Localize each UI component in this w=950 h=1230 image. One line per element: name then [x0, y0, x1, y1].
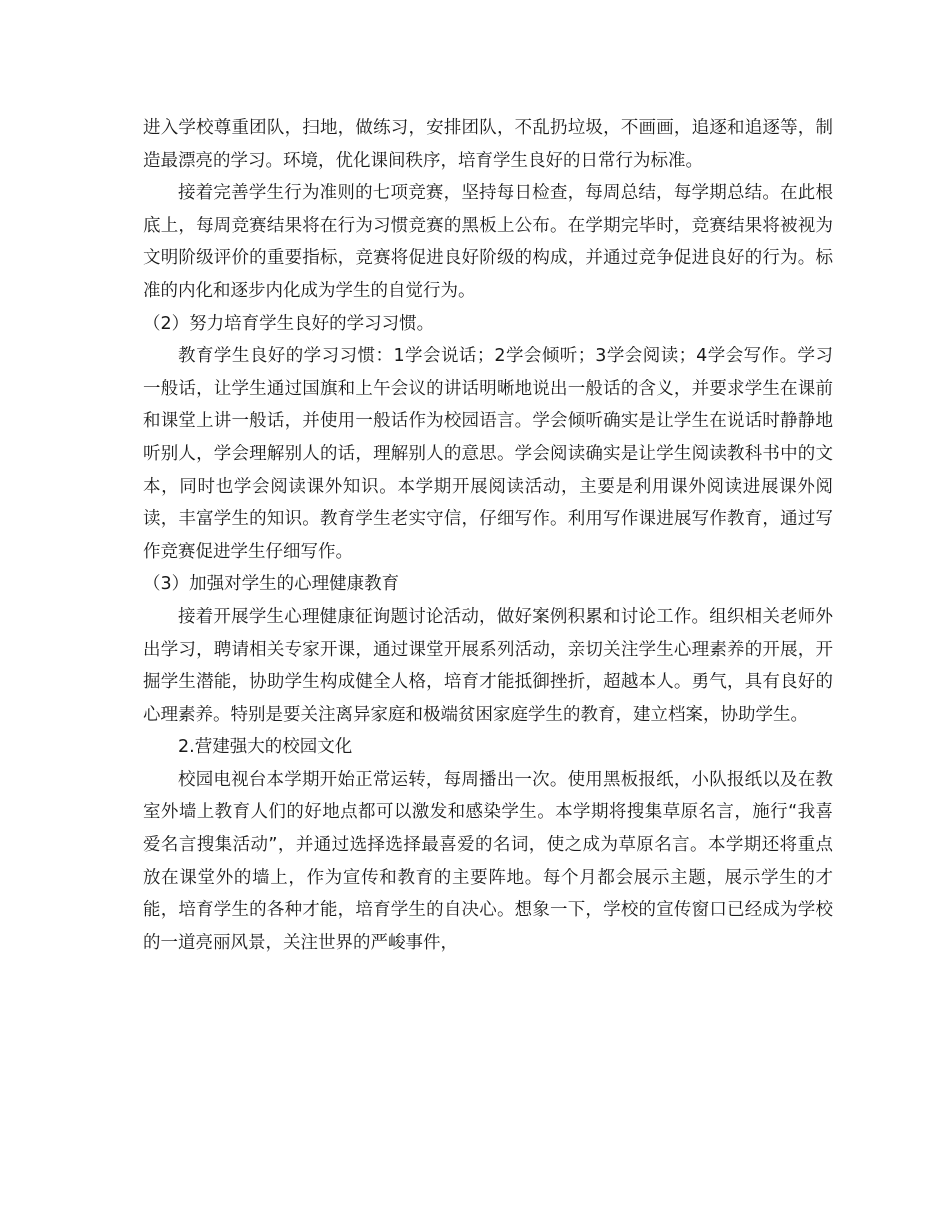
section-heading-study-habits: （2）努力培育学生良好的学习习惯。 — [143, 313, 435, 334]
paragraph-campus-culture: 校园电视台本学期开始正常运转，每周播出一次。使用黑板报纸，小队报纸以及在教室外墙上教育人们的好地点都可以激发和感染学生。本学期将搜集草原名言，施行“我喜爱名言搜集活动”，并通过选择选择最喜爱的名词，使之成为草原名言。本学期还将重点放在课堂外的墙上，作为宣传和教育的主要阵地。每个月都会展示主题，展示学生的才能，培育学生的各种才能，培育学生的自决心。想象一下，学校的宣传窗口已经成为学校的一道亮丽风景，关注世界的严峻事件， — [143, 769, 833, 953]
paragraph-mental-health: 接着开展学生心理健康征询题讨论活动，做好案例积累和讨论工作。组织相关老师外出学习，聘请相关专家开课，通过课堂开展系列活动，亲切关注学生心理素养的开展，开掘学生潜能，协助学生构成健全人格，培育才能抵御挫折，超越本人。勇气，具有良好的心理素养。特别是要关注离异家庭和极端贫困家庭学生的教育，建立档案，协助学生。 — [143, 606, 833, 725]
section-heading-campus-culture: 2.营建强大的校园文化 — [178, 737, 353, 758]
section-heading-mental-health: （3）加强对学生的心理健康教育 — [143, 574, 400, 595]
paragraph-behavior-competition: 接着完善学生行为准则的七项竞赛，坚持每日检查，每周总结，每学期总结。在此根底上，每周竞赛结果将在行为习惯竞赛的黑板上公布。在学期完毕时，竞赛结果将被视为文明阶级评价的重要指标，竞赛将促进良好阶级的构成，并通过竞争促进良好的行为。标准的内化和逐步内化成为学生的自觉行为。 — [143, 183, 833, 301]
paragraph-study-habits: 教育学生良好的学习习惯：1学会说话；2学会倾听；3学会阅读；4学会写作。学习一般话，让学生通过国旗和上午会议的讲话明晰地说出一般话的含义，并要求学生在课前和课堂上讲一般话，并使用一般话作为校园语言。学会倾听确实是让学生在说话时静静地听别人，学会理解别人的话，理解别人的意思。学会阅读确实是让学生阅读教科书中的文本，同时也学会阅读课外知识。本学期开展阅读活动，主要是利用课外阅读进展课外阅读，丰富学生的知识。教育学生老实守信，仔细写作。利用写作课进展写作教育，通过写作竞赛促进学生仔细写作。 — [143, 346, 833, 562]
document-body — [143, 112, 833, 959]
paragraph-behavior-norms: 进入学校尊重团队，扫地，做练习，安排团队，不乱扔垃圾，不画画，追逐和追逐等，制造最漂亮的学习。环境，优化课间秩序，培育学生良好的日常行为标准。 — [143, 118, 833, 171]
